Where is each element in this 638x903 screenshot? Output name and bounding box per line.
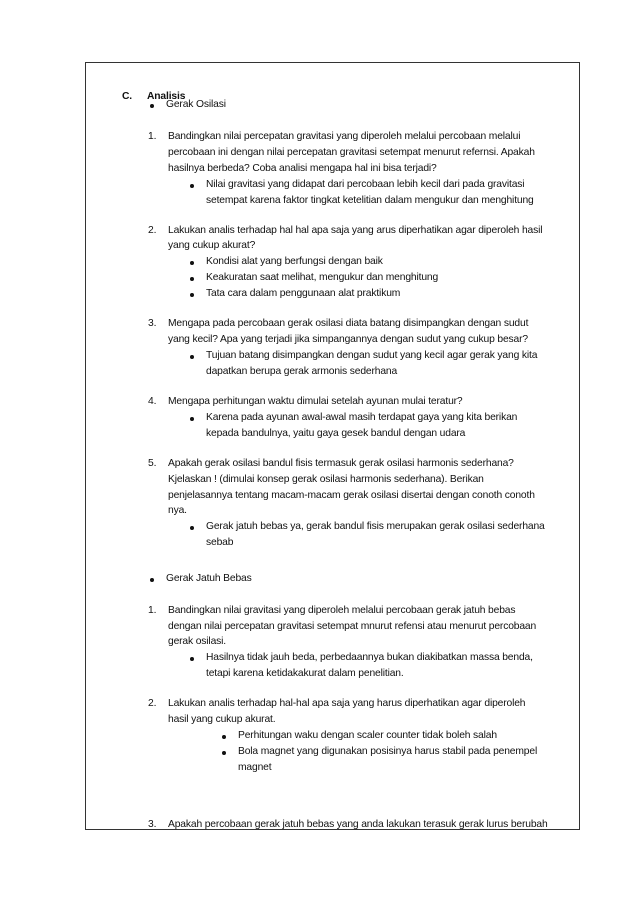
- question-number: 1.: [148, 605, 157, 616]
- bullet-icon: [222, 735, 226, 739]
- subsection-heading-osilasi: Gerak Osilasi: [166, 99, 226, 110]
- subsection-heading-jatuh-bebas: Gerak Jatuh Bebas: [166, 573, 252, 584]
- question-line: gerak osilasi.: [168, 636, 226, 647]
- question-number: 3.: [148, 318, 157, 329]
- question-line: Bandingkan nilai gravitasi yang diperoleh melalui percobaan gerak jatuh bebas: [168, 605, 516, 616]
- bullet-icon: [150, 578, 154, 582]
- question-number: 4.: [148, 396, 157, 407]
- bullet-icon: [150, 104, 154, 108]
- answer-line: Tujuan batang disimpangkan dengan sudut yang kecil agar gerak yang kita: [206, 350, 538, 361]
- question-line: Mengapa perhitungan waktu dimulai setelah ayunan mulai teratur?: [168, 396, 463, 407]
- bullet-icon: [190, 417, 194, 421]
- question-line: penjelasannya tentang macam-macam gerak osilasi disertai dengan conoth conoth: [168, 490, 535, 501]
- answer-line: Tata cara dalam penggunaan alat praktikum: [206, 288, 401, 299]
- bullet-icon: [190, 293, 194, 297]
- bullet-icon: [222, 751, 226, 755]
- answer-line: Bola magnet yang digunakan posisinya harus stabil pada penempel: [238, 746, 538, 757]
- question-line: Mengapa pada percobaan gerak osilasi diata batang disimpangkan dengan sudut: [168, 318, 529, 329]
- answer-line: kepada bandulnya, yaitu gaya gesek bandul dengan udara: [206, 428, 466, 439]
- bullet-icon: [190, 277, 194, 281]
- answer-line: magnet: [238, 762, 272, 773]
- question-line: hasilnya berbeda? Coba analisi mengapa hal ini bisa terjadi?: [168, 163, 437, 174]
- bullet-icon: [190, 261, 194, 265]
- answer-line: setempat karena faktor tingkat ketelitian dalam mengukur dan menghitung: [206, 195, 534, 206]
- answer-line: Perhitungan waku dengan scaler counter tidak boleh salah: [238, 730, 497, 741]
- bullet-icon: [190, 526, 194, 530]
- answer-line: Keakuratan saat melihat, mengukur dan menghitung: [206, 272, 439, 283]
- question-line: dengan nilai percepatan gravitasi setempat mnurut refensi atau menurut percobaan: [168, 621, 537, 632]
- answer-line: Karena pada ayunan awal-awal masih terdapat gaya yang kita berikan: [206, 412, 518, 423]
- question-line: hasil yang cukup akurat.: [168, 714, 276, 725]
- question-number: 1.: [148, 131, 157, 142]
- answer-line: sebab: [206, 537, 234, 548]
- section-label: C.: [122, 91, 132, 102]
- question-number: 5.: [148, 458, 157, 469]
- question-line: Lakukan analis terhadap hal-hal apa saja yang harus diperhatikan agar diperoleh: [168, 698, 526, 709]
- answer-line: Kondisi alat yang berfungsi dengan baik: [206, 256, 383, 267]
- question-line: Apakah percobaan gerak jatuh bebas yang anda lakukan terasuk gerak lurus berubah: [168, 819, 548, 830]
- answer-line: Hasilnya tidak jauh beda, perbedaannya bukan diakibatkan massa benda,: [206, 652, 533, 663]
- question-number: 2.: [148, 225, 157, 236]
- answer-line: Gerak jatuh bebas ya, gerak bandul fisis merupakan gerak osilasi sederhana: [206, 521, 545, 532]
- question-number: 3.: [148, 819, 157, 830]
- question-line: Apakah gerak osilasi bandul fisis termasuk gerak osilasi harmonis sederhana?: [168, 458, 514, 469]
- answer-line: dapatkan berupa gerak armonis sederhana: [206, 366, 398, 377]
- question-line: yang cukup akurat?: [168, 240, 256, 251]
- bullet-icon: [190, 184, 194, 188]
- answer-line: tetapi karena ketidakakurat dalam penelitian.: [206, 668, 404, 679]
- question-line: nya.: [168, 505, 187, 516]
- question-line: Kjelaskan ! (dimulai konsep gerak osilasi harmonis sederhana). Berikan: [168, 474, 484, 485]
- bullet-icon: [190, 355, 194, 359]
- question-line: percobaan ini dengan nilai percepatan gravitasi setempat menurut refernsi. Apakah: [168, 147, 535, 158]
- question-line: Bandingkan nilai percepatan gravitasi yang diperoleh melalui percobaan melalui: [168, 131, 521, 142]
- answer-line: Nilai gravitasi yang didapat dari percobaan lebih kecil dari pada gravitasi: [206, 179, 525, 190]
- question-line: Lakukan analis terhadap hal hal apa saja yang arus diperhatikan agar diperoleh hasil: [168, 225, 543, 236]
- section-title: Analisis: [147, 91, 186, 102]
- question-line: yang kecil? Apa yang terjadi jika simpangannya dengan sudut yang cukup besar?: [168, 334, 528, 345]
- bullet-icon: [190, 657, 194, 661]
- question-number: 2.: [148, 698, 157, 709]
